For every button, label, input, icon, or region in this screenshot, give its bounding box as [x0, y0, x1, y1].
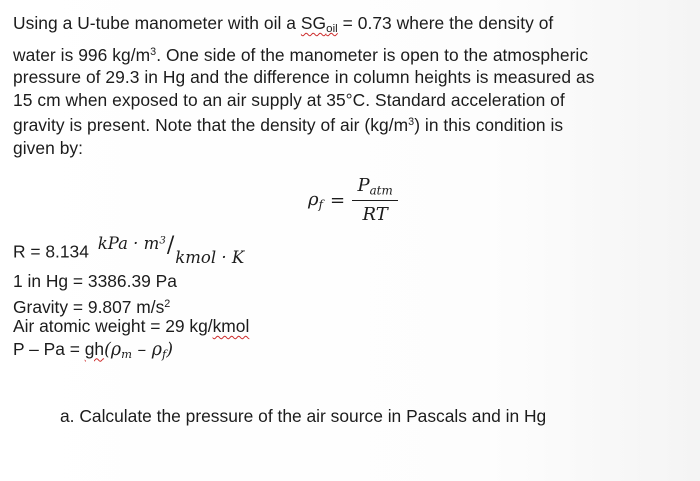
- fraction-numerator: $P_{atm}$: [357, 174, 393, 198]
- gas-constant-unit: kPa · $m^3$/kmol · K: [97, 232, 245, 267]
- statement-line-6: given by:: [13, 137, 84, 158]
- fraction-denominator: RT: [362, 204, 388, 226]
- question-a: a. Calculate the pressure of the air source in Pascals and in Hg: [60, 406, 547, 426]
- gas-constant: R = 8.134 kPa · $m^3$/kmol · K: [13, 230, 249, 270]
- air-density-formula: [308, 170, 398, 230]
- air-molecular-weight: Air atomic weight = 29 kg/kmol: [13, 316, 250, 336]
- manometer-equation: $P - Pa = gh(\rho_m - \rho_f)$: [13, 338, 173, 361]
- statement-line-1: Using a U-tube manometer with oil a $SG_{oil} = 0.73$ where the density of: [13, 13, 554, 36]
- inhg-conversion: 1 in Hg = 3386.39 Pa: [13, 271, 177, 291]
- equals-sign: =: [330, 189, 346, 211]
- statement-line-2: water is 996 $kg/m^3$. One side of the manometer is open to the atmospheric: [13, 44, 589, 65]
- statement-line-5: gravity is present. Note that the density of air $(kg/m^3)$ in this condition is: [13, 115, 564, 136]
- sg-oil-symbol: $SG_{oil}$: [300, 13, 338, 36]
- problem-statement: [13, 12, 695, 159]
- statement-line-4: 15 cm when exposed to an air supply at 35°C. Standard acceleration of: [13, 89, 565, 110]
- gravity-value: Gravity = 9.807 $m/s^2$: [13, 296, 171, 317]
- density-symbol: $\rho_f$: [308, 188, 323, 212]
- given-values-list: [13, 230, 249, 360]
- pressure-over-rt-fraction: [352, 175, 398, 225]
- statement-line-3: pressure of 29.3 in Hg and the difference in column heights is measured as: [13, 67, 595, 88]
